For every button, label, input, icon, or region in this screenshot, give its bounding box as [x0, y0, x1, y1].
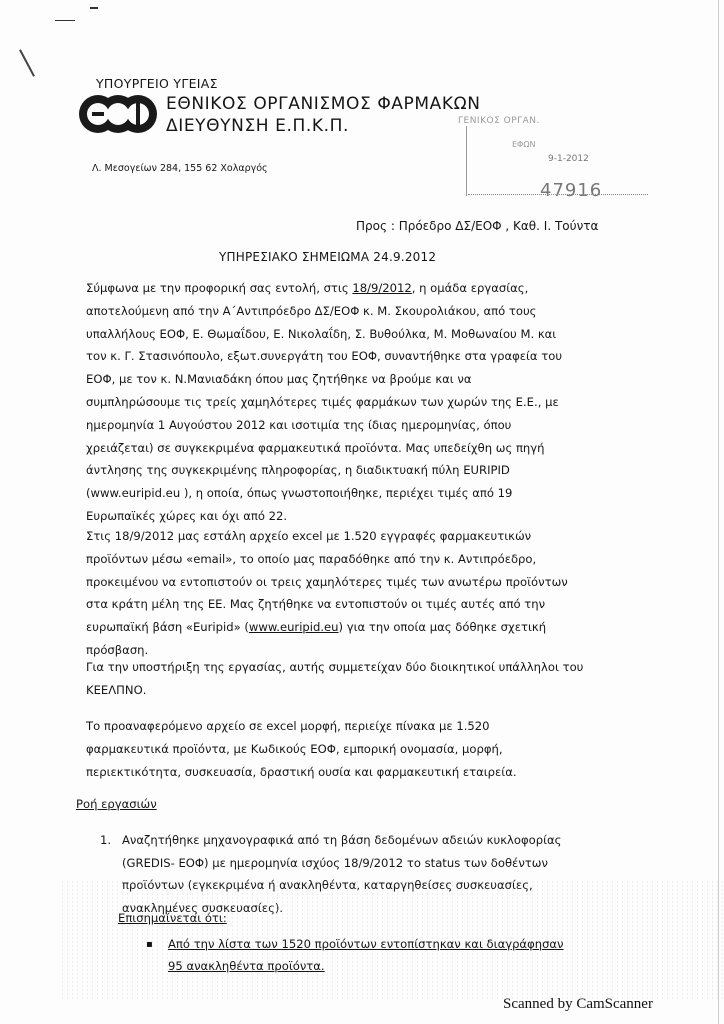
text-line: (GREDIS- ΕΟΦ) με ημερομηνία ισχύος 18/9/2012 το status των δοθέντων: [122, 855, 548, 870]
paragraph-instructions: [86, 277, 716, 528]
paragraph-excel-file: [86, 525, 716, 662]
stamp-border: [466, 126, 467, 196]
protocol-number: 47916: [540, 180, 603, 201]
scanner-watermark: Scanned by CamScanner: [503, 996, 653, 1012]
text-segment: ) για την οποία μας δόθηκε σχετική: [338, 620, 547, 635]
paragraph-file-contents: [86, 715, 716, 783]
underlined-date: 18/9/2012: [352, 281, 412, 295]
text-line: Το προαναφερόμενο αρχείο σε excel μορφή, περιείχε πίνακα με 1.520: [86, 719, 490, 733]
stamp-text: ΓΕΝΙΚΟΣ ΟΡΓΑΝ.: [458, 116, 540, 126]
bullet-icon: ▪: [146, 939, 153, 950]
text-line: ημερομηνία 1 Αυγούστου 2012 και ισοτιμία της ίδιας ημερομηνίας, όπου: [86, 417, 512, 432]
scan-mark: [90, 7, 98, 9]
text-line: φαρμακευτικά προϊόντα, με Κωδικούς ΕΟΦ, εμπορική ονομασία, μορφή,: [86, 741, 503, 756]
text-line: ΚΕΕΛΠΝΟ.: [86, 682, 147, 697]
text-line: [86, 277, 716, 300]
text-line: Για την υποστήριξη της εργασίας, αυτής συμμετείχαν δύο διοικητικοί υπάλληλοι του: [86, 660, 584, 674]
text-line: ανακλημένες συσκευασίες).: [122, 900, 284, 915]
text-segment: ευρωπαϊκή βάση «Euripid» (: [86, 620, 249, 635]
text-line: στα κράτη μέλη της ΕΕ. Μας ζητήθηκε να εντοπιστούν οι τιμές αυτές από την: [86, 597, 546, 612]
recipient-line: Προς : Πρόεδρο ΔΣ/ΕΟΦ , Καθ. Ι. Τούντα: [356, 219, 599, 233]
registry-stamp: [452, 106, 603, 202]
text-line: τον κ. Γ. Στασινόπουλο, εξωτ.συνεργάτη του ΕΟΦ, συναντήθηκε στα γραφεία του: [86, 349, 563, 364]
text-line: Ευρωπαϊκές χώρες και όχι από 22.: [86, 508, 288, 523]
text-line: χρειάζεται) σε συγκεκριμένα φαρμακευτικά προϊόντα. Μας υπεδείχθη ως πηγή: [86, 440, 545, 455]
text-line: 95 ανακληθέντα προϊόντα.: [168, 959, 325, 973]
text-line: προκειμένου να εντοπιστούν οι τρεις χαμηλότερες τιμές των ανωτέρω προϊόντων: [86, 574, 568, 589]
text-line: προϊόντων μέσω «email», το οποίο μας παραδόθηκε από την κ. Αντιπρόεδρο,: [86, 551, 537, 566]
text-line: συμπληρώσουμε τις τρείς χαμηλότερες τιμές φαρμάκων των χωρών της Ε.Ε., με: [86, 394, 559, 409]
directorate-name: ΔΙΕΥΘΥΝΣΗ Ε.Π.Κ.Π.: [166, 116, 350, 136]
stamp-date: 9-1-2012: [548, 154, 589, 164]
organization-address: Λ. Μεσογείων 284, 155 62 Χολαργός: [92, 163, 268, 174]
text-line: περιεκτικότητα, συσκευασία, δραστική ουσία και φαρμακευτική εταιρεία.: [86, 764, 517, 779]
ministry-name: ΥΠΟΥΡΓΕΙΟ ΥΓΕΙΑΣ: [96, 76, 218, 91]
workflow-heading: Ροή εργασιών: [76, 797, 157, 811]
bullet-item: [168, 933, 564, 977]
scan-mark: [55, 20, 75, 21]
list-item-number: 1.: [100, 833, 112, 847]
text-line: (www.euripid.eu ), η οποία, όπως γνωστοποιήθηκε, περιέχει τιμές από 19: [86, 486, 513, 501]
text-line: [86, 616, 716, 639]
eof-logo-icon: [78, 92, 158, 136]
text-line: Αναζητήθηκε μηχανογραφικά από τη βάση δεδομένων αδειών κυκλοφορίας: [122, 833, 562, 847]
text-segment: Σύμφωνα με την προφορική σας εντολή, στις: [86, 281, 353, 295]
text-line: αποτελούμενη από την Α΄Αντιπρόεδρο ΔΣ/ΕΟΦ κ. Μ. Σκουρολιάκου, από τους: [86, 303, 537, 318]
scan-mark: [19, 49, 35, 76]
stamp-dotted-line: [468, 194, 648, 195]
text-line: πρόσβαση.: [86, 642, 149, 657]
note-heading: Επισημαίνεται ότι:: [118, 911, 227, 925]
text-line: άντλησης της συγκεκριμένης πληροφορίας, η διαδικτυακή πύλη EURIPID: [86, 463, 510, 478]
stamp-text: ΕΦΩΝ: [512, 140, 536, 149]
text-line: υπαλλήλους ΕΟΦ, Ε. Θωμαΐδου, Ε. Νικολαΐδη, Σ. Βυθούλκα, Μ. Μοθωναίου Μ. και: [86, 326, 557, 341]
paragraph-support: [86, 656, 716, 702]
text-line: Στις 18/9/2012 μας εστάλη αρχείο excel με 1.520 εγγραφές φαρμακευτικών: [86, 529, 532, 543]
text-segment: , η ομάδα εργασίας,: [411, 281, 529, 295]
text-line: ΕΟΦ, με τον κ. Ν.Μανιαδάκη όπου μας ζητήθηκε να βρούμε και να: [86, 372, 472, 387]
organization-name: ΕΘΝΙΚΟΣ ΟΡΓΑΝΙΣΜΟΣ ΦΑΡΜΑΚΩΝ: [166, 94, 481, 114]
page-edge-line: [718, 0, 719, 1024]
memo-title: ΥΠΗΡΕΣΙΑΚΟ ΣΗΜΕΙΩΜΑ 24.9.2012: [219, 250, 437, 264]
text-line: προϊόντων (εγκεκριμένα ή ανακληθέντα, καταργηθείσες συσκευασίες,: [122, 878, 533, 892]
euripid-link[interactable]: www.euripid.eu: [248, 620, 339, 635]
text-line: Από την λίστα των 1520 προϊόντων εντοπίστηκαν και διαγράφησαν: [168, 937, 564, 951]
